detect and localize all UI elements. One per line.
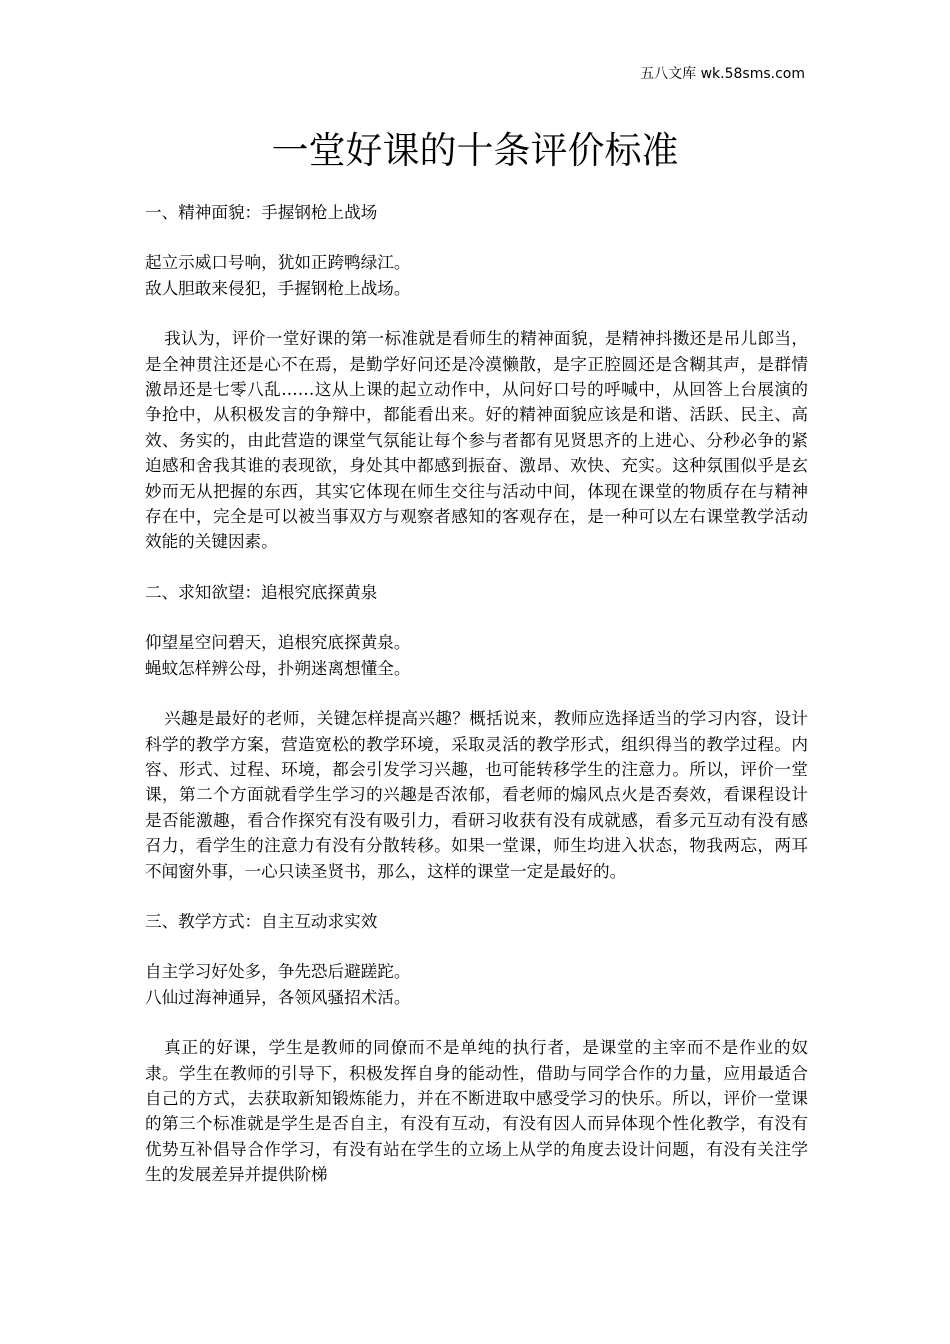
section-heading: 三、教学方式：自主互动求实效 <box>145 911 378 931</box>
section-paragraph: 兴趣是最好的老师，关键怎样提高兴趣？概括说来，教师应选择适当的学习内容，设计科学的教学方案，营造宽松的教学环境，采取灵活的教学形式，组织得当的教学过程。内容、形式、过程、环境，都会引发学习兴趣，也可能转移学生的注意力。所以，评价一堂课，第二个方面就看学生学习的兴趣是否浓郁，看老师的煽风点火是否奏效，看课程设计是否能激趣，看合作探究有没有吸引力，看研习收获有没有成就感，看多元互动有没有感召力，看学生的注意力有没有分散转移。如果一堂课，师生均进入状态，物我两忘，两耳不闻窗外事，一心只读圣贤书，那么，这样的课堂一定是最好的。 <box>145 709 808 881</box>
section-paragraph: 真正的好课，学生是教师的同僚而不是单纯的执行者，是课堂的主宰而不是作业的奴隶。学生在教师的引导下，积极发挥自身的能动性，借助与同学合作的力量，应用最适合自己的方式，去获取新知锻炼能力，并在不断进取中感受学习的快乐。所以，评价一堂课的第三个标准就是学生是否自主，有没有互动，有没有因人而异体现个性化教学，有没有优势互补倡导合作学习，有没有站在学生的立场上从学的角度去设计问题，有没有关注学生的发展差异并提供阶梯 <box>145 1038 808 1185</box>
poem-line: 自主学习好处多，争先恐后避蹉跎。 <box>145 962 411 982</box>
section-3 <box>145 909 808 1188</box>
poem <box>145 959 808 1010</box>
poem-line: 仰望星空问碧天，追根究底探黄泉。 <box>145 633 411 653</box>
document-body <box>145 200 808 1213</box>
section-2 <box>145 580 808 884</box>
poem-line: 起立示威口号响，犹如正跨鸭绿江。 <box>145 253 411 273</box>
site-header: 五八文库 wk.58sms.com <box>640 66 805 82</box>
page-title: 一堂好课的十条评价标准 <box>271 129 679 172</box>
section-heading: 二、求知欲望：追根究底探黄泉 <box>145 582 378 602</box>
poem-line: 敌人胆敢来侵犯，手握钢枪上战场。 <box>145 278 411 298</box>
section-paragraph: 我认为，评价一堂好课的第一标准就是看师生的精神面貌，是精神抖擞还是吊儿郎当，是全神贯注还是心不在焉，是勤学好问还是冷漠懒散，是字正腔圆还是含糊其声，是群情激昂还是七零八乱……这从上课的起立动作中，从问好口号的呼喊中，从回答上台展演的争抢中，从积极发言的争辩中，都能看出来。好的精神面貌应该是和谐、活跃、民主、高效、务实的，由此营造的课堂气氛能让每个参与者都有见贤思齐的上进心、分秒必争的紧迫感和舍我其谁的表现欲，身处其中都感到振奋、激昂、欢快、充实。这种氛围似乎是玄妙而无从把握的东西，其实它体现在师生交往与活动中间，体现在课堂的物质存在与精神存在中，完全是可以被当事双方与观察者感知的客观存在，是一种可以左右课堂教学活动效能的关键因素。 <box>145 329 808 552</box>
poem <box>145 250 808 301</box>
poem-line: 蝇蚊怎样辨公母，扑朔迷离想懂全。 <box>145 658 411 678</box>
poem <box>145 630 808 681</box>
poem-line: 八仙过海神通异，各领风骚招术活。 <box>145 987 411 1007</box>
section-1 <box>145 200 808 555</box>
section-heading: 一、精神面貌：手握钢枪上战场 <box>145 203 378 222</box>
